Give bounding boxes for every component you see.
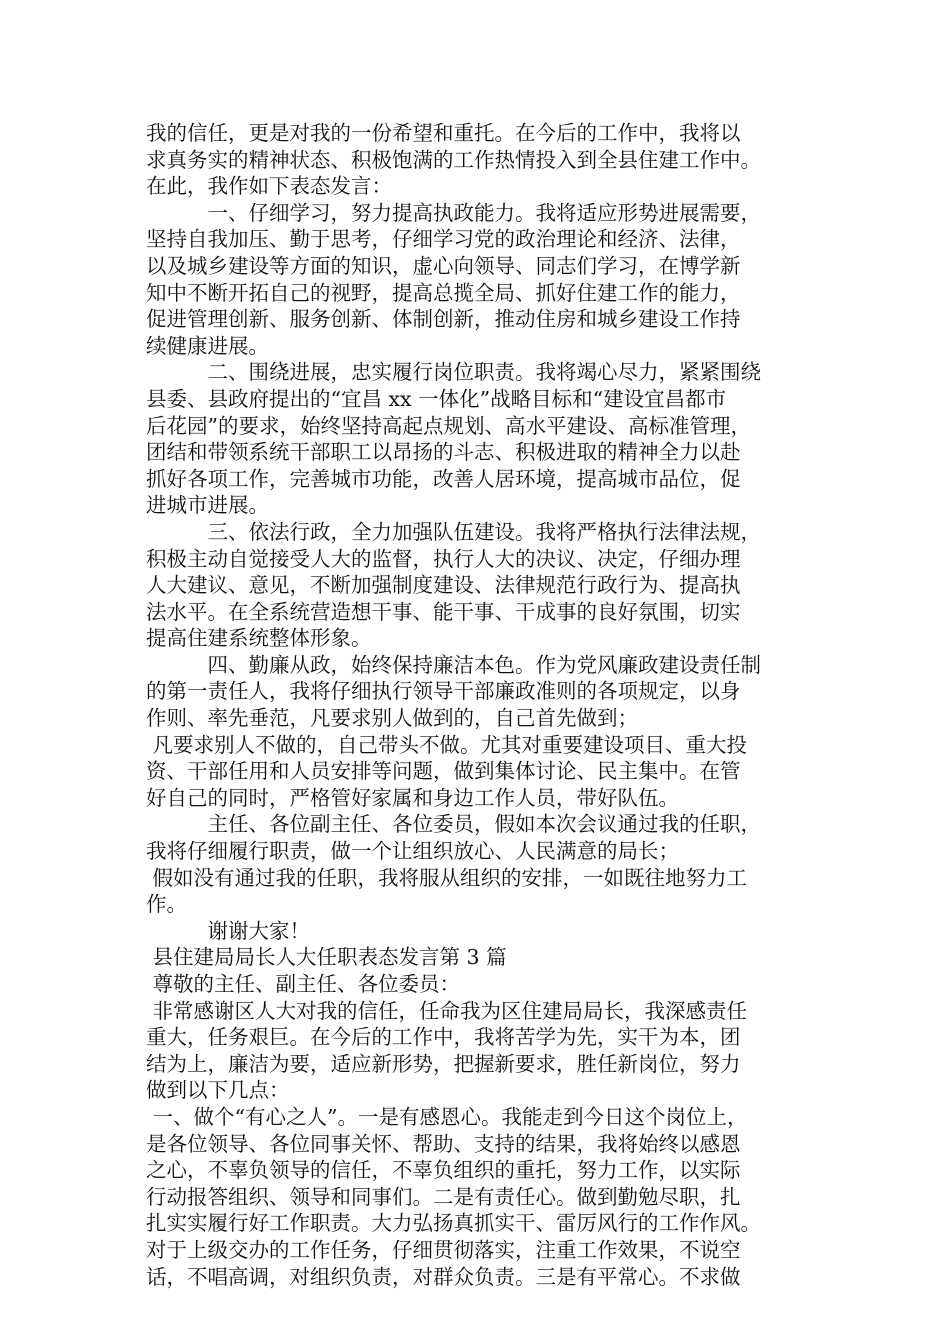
text-line: 行动报答组织、领导和同事们。二是有责任心。做到勤勉尽职，扎 bbox=[146, 1184, 741, 1209]
text-line: 对于上级交办的工作任务，仔细贯彻落实，注重工作效果，不说空 bbox=[146, 1237, 741, 1262]
text-line: 的第一责任人，我将仔细执行领导干部廉政准则的各项规定，以身 bbox=[146, 679, 741, 704]
text-line: 一、做个“有心之人”。一是有感恩心。我能走到今日这个岗位上， bbox=[146, 1104, 748, 1129]
text-line: 尊敬的主任、副主任、各位委员： bbox=[146, 972, 461, 996]
text-line: 重大，任务艰巨。在今后的工作中，我将苦学为先，实干为本，团 bbox=[146, 1025, 741, 1050]
text-line: 续健康进展。 bbox=[146, 333, 269, 358]
text-line: 人大建议、意见，不断加强制度建设、法律规范行政行为、提高执 bbox=[146, 573, 741, 598]
text-line: 假如没有通过我的任职，我将服从组织的安排，一如既往地努力工 bbox=[146, 865, 748, 890]
text-line: 积极主动自觉接受人大的监督，执行人大的决议、决定，仔细办理 bbox=[146, 546, 741, 571]
document-body-text bbox=[146, 120, 846, 1290]
text-line: 三、依法行政，全力加强队伍建设。我将严格执行法律法规， bbox=[146, 519, 761, 544]
text-line: 求真务实的精神状态、积极饱满的工作热情投入到全县住建工作中。 bbox=[146, 147, 761, 172]
text-line: 县住建局局长人大任职表态发言第 3 篇 bbox=[146, 945, 507, 970]
text-line: 做到以下几点： bbox=[146, 1078, 290, 1103]
text-line: 扎实实履行好工作职责。大力弘扬真抓实干、雷厉风行的工作作风。 bbox=[146, 1211, 761, 1236]
text-line: 抓好各项工作，完善城市功能，改善人居环境，提高城市品位，促 bbox=[146, 466, 741, 491]
text-line: 之心，不辜负领导的信任，不辜负组织的重托，努力工作，以实际 bbox=[146, 1158, 741, 1183]
text-line: 团结和带领系统干部职工以昂扬的斗志、积极进取的精神全力以赴 bbox=[146, 440, 741, 465]
text-line: 坚持自我加压、勤于思考，仔细学习党的政治理论和经济、法律， bbox=[146, 227, 741, 252]
text-line: 法水平。在全系统营造想干事、能干事、干成事的良好氛围，切实 bbox=[146, 599, 741, 624]
text-line: 后花园”的要求，始终坚持高起点规划、高水平建设、高标准管理， bbox=[146, 413, 751, 438]
text-line: 以及城乡建设等方面的知识，虚心向领导、同志们学习，在博学新 bbox=[146, 253, 741, 278]
text-line: 进城市进展。 bbox=[146, 493, 269, 518]
text-line: 作则、率先垂范，凡要求别人做到的，自己首先做到； bbox=[146, 706, 638, 731]
text-line: 谢谢大家！ bbox=[146, 918, 310, 943]
text-line: 我将仔细履行职责，做一个让组织放心、人民满意的局长； bbox=[146, 839, 679, 864]
text-line: 四、勤廉从政，始终保持廉洁本色。作为党风廉政建设责任制 bbox=[146, 652, 761, 677]
text-line: 结为上，廉洁为要，适应新形势，把握新要求，胜任新岗位，努力 bbox=[146, 1051, 741, 1076]
text-line: 非常感谢区人大对我的信任，任命我为区住建局局长，我深感责任 bbox=[146, 998, 748, 1023]
text-line: 凡要求别人不做的，自己带头不做。尤其对重要建设项目、重大投 bbox=[146, 732, 748, 757]
text-line: 知中不断开拓自己的视野，提高总揽全局、抓好住建工作的能力， bbox=[146, 280, 741, 305]
text-line: 资、干部任用和人员安排等问题，做到集体讨论、民主集中。在管 bbox=[146, 759, 741, 784]
text-line: 一、仔细学习，努力提高执政能力。我将适应形势进展需要， bbox=[146, 200, 761, 225]
text-line: 主任、各位副主任、各位委员，假如本次会议通过我的任职， bbox=[146, 812, 761, 837]
text-line: 县委、县政府提出的“宜昌 xx 一体化”战略目标和“建设宜昌都市 bbox=[146, 386, 727, 411]
text-line: 促进管理创新、服务创新、体制创新，推动住房和城乡建设工作持 bbox=[146, 307, 741, 332]
text-line: 我的信任，更是对我的一份希望和重托。在今后的工作中，我将以 bbox=[146, 121, 741, 145]
text-line: 好自己的同时，严格管好家属和身边工作人员，带好队伍。 bbox=[146, 785, 679, 810]
text-line: 二、围绕进展，忠实履行岗位职责。我将竭心尽力，紧紧围绕 bbox=[146, 360, 761, 385]
text-line: 是各位领导、各位同事关怀、帮助、支持的结果，我将始终以感恩 bbox=[146, 1131, 741, 1156]
text-line: 作。 bbox=[146, 892, 187, 917]
text-line: 提高住建系统整体形象。 bbox=[146, 626, 372, 651]
text-line: 话，不唱高调，对组织负责，对群众负责。三是有平常心。不求做 bbox=[146, 1264, 741, 1289]
text-line: 在此，我作如下表态发言： bbox=[146, 174, 392, 199]
